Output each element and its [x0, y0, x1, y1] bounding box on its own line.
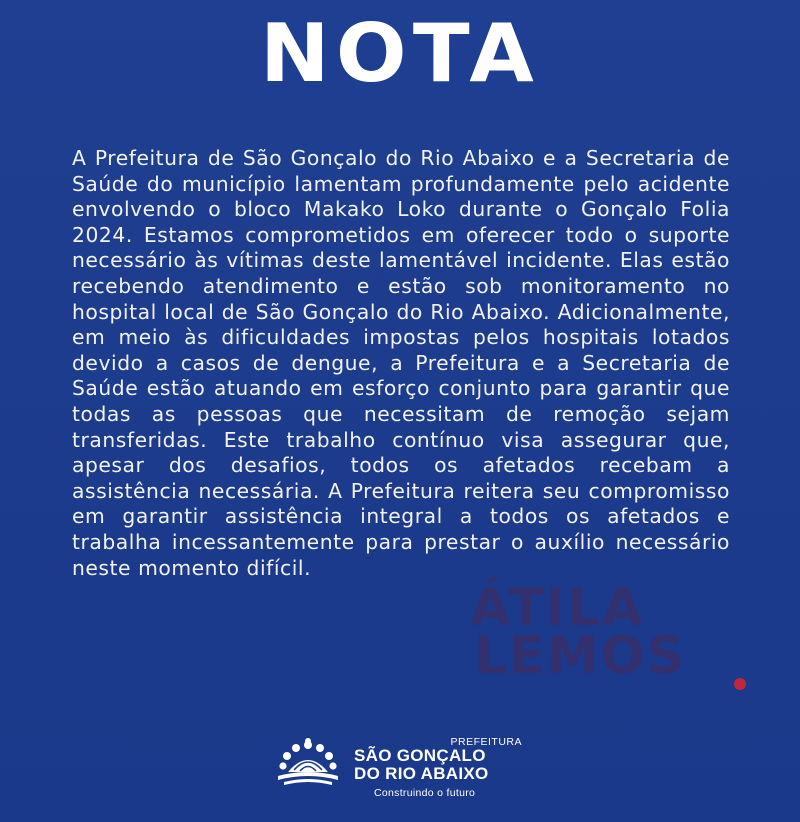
notice-body: A Prefeitura de São Gonçalo do Rio Abaixo e a Secretaria de Saúde do município lamentam profundamente pelo acidente envolvendo o bloco Makako Loko durante o Gonçalo Folia 2024. Estamos comprometidos em oferecer todo o suporte necessário às vítimas deste lamentável incidente. Elas estão recebendo atendimento e estão sob monitoramento no hospital local de São Gonçalo do Rio Abaixo. Adicionalmente, em meio às dificuldades impostas pelos hospitais lotados devido a casos de dengue, a Prefeitura e a Secretaria de Saúde estão atuando em esforço conjunto para garantir que todas as pessoas que necessitam de remoção sejam transferidas. Este trabalho contínuo visa assegurar que, apesar dos desafios, todos os afetados recebam a assistência necessária. A Prefeitura reitera seu compromisso em garantir assistência integral a todos os afetados e trabalha incessantemente para prestar o auxílio necessário neste momento difícil. [72, 146, 730, 580]
logo-name-line2: DO RIO ABAIXO [354, 764, 489, 783]
watermark-line2: LEMOS [474, 626, 687, 686]
watermark-line1: ÁTILA [470, 578, 645, 638]
logo-slogan: Construindo o futuro [374, 787, 476, 799]
prefeitura-logo [274, 736, 544, 800]
notice-title: NOTA [259, 7, 540, 100]
watermark-dot [734, 678, 746, 690]
watermark [470, 578, 770, 686]
logo-name-line1: SÃO GONÇALO [354, 746, 486, 765]
logo-prefeitura: PREFEITURA [450, 736, 522, 748]
